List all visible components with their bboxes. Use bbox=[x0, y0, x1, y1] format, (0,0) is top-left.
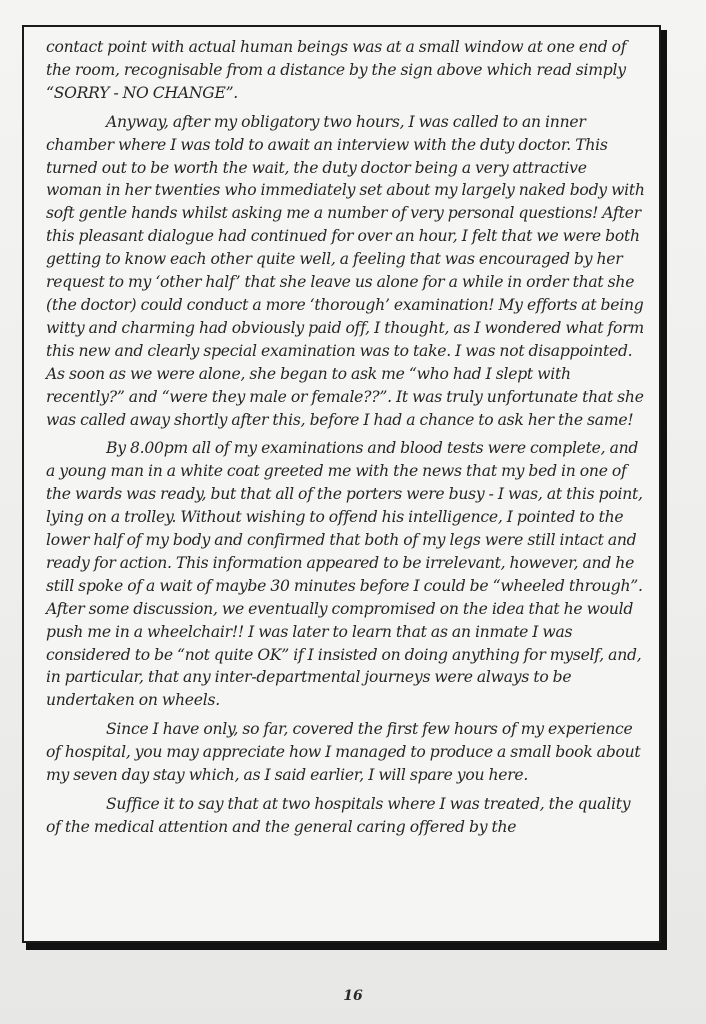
paragraph-wheelchair: By 8.00pm all of my examinations and blood tests were complete, and a young man in a white coat greeted me with the news that my bed in one of the wards was ready, but that all of the porters were busy - I was, at this point, lying on a trolley. Without wishing to offend his intelligence, I pointed to the lower half of my body and confirmed that both of my legs were still intact and ready for action. This information appeared to be irrelevant, however, and he still spoke of a wait of maybe 30 minutes before I could be “wheeled through”. After some discussion, we eventually compromised on the idea that he would push me in a wheelchair!! I was later to learn that as an inmate I was considered to be “not quite OK” if I insisted on doing anything for myself, and, in particular, that any inter-departmental journeys were always to be undertaken on wheels. bbox=[46, 439, 643, 710]
paragraph-duty-doctor: Anyway, after my obligatory two hours, I was called to an inner chamber where I was told to await an interview with the duty doctor. This turned out to be worth the wait, the duty doctor being a very attractive woman in her twenties who immediately set about my largely naked body with soft gentle hands whilst asking me a number of very personal questions! After this pleasant dialogue had continued for over an hour, I felt that we were both getting to know each other quite well, a feeling that was encouraged by her request to my ‘other half’ that she leave us alone for a while in order that she (the doctor) could conduct a more ‘thorough’ examination! My efforts at being witty and charming had obviously paid off, I thought, as I wondered what form this new and clearly special examination was to take. I was not disappointed. As soon as we were alone, she began to ask me “who had I slept with recently?” and “were they male or female??”. It was truly unfortunate that she was called away shortly after this, before I had a chance to ask her the same! bbox=[46, 112, 645, 429]
paragraph-two-hospitals: Suffice it to say that at two hospitals where I was treated, the quality of the medical attention and the general caring offered by the bbox=[46, 795, 631, 836]
paragraph-small-book: Since I have only, so far, covered the first few hours of my experience of hospital, you may appreciate how I managed to produce a small book about my seven day stay which, as I said earlier, I will spare you here. bbox=[46, 720, 641, 785]
page-number: 16 bbox=[343, 988, 363, 1004]
text-frame bbox=[22, 25, 661, 943]
paragraph-continuation: contact point with actual human beings was at a small window at one end of the room, recognisable from a distance by the sign above which read simply “SORRY - NO CHANGE”. bbox=[46, 38, 627, 102]
